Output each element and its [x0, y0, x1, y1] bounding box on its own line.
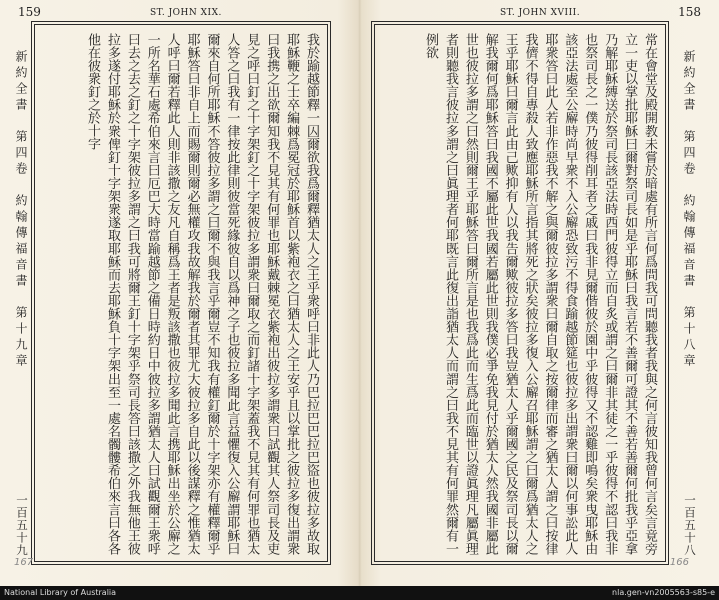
running-header: ST. JOHN XVIII.	[500, 8, 581, 18]
side-title: 新約全書 第四卷 約翰傳福音書 第十八章	[682, 50, 696, 370]
pencil-mark: 166	[669, 557, 689, 568]
running-header: ST. JOHN XIX.	[150, 8, 222, 18]
side-title: 新約全書 第四卷 約翰傳福音書 第十九章	[14, 50, 28, 370]
footer-library-name: National Library of Australia	[4, 588, 117, 597]
page-number: 159	[18, 5, 41, 19]
text-frame	[374, 24, 666, 562]
page-number: 158	[678, 5, 701, 19]
bottom-page-number: 一百五十八	[683, 493, 697, 556]
pencil-mark: 167	[14, 557, 34, 568]
left-page	[0, 0, 358, 586]
library-footer	[0, 586, 719, 600]
body-text: 常在會堂及殿開教未嘗於暗處有所言何爲問我可問聽我者我與之何言彼知我曾何言矣言竟旁立一吏以掌批耶穌曰爾對祭司長如是乎耶穌曰我言若不善爾可證其不善若善爾何批我乎亞拿乃解耶穌縛送於祭司長該亞法時西門彼得立而自炙或謂之曰爾非其徒之一乎彼得不認曰我非也祭司長之一僕乃彼得削耳者之戚曰我非見爾偕彼於園中乎彼得又不認雞即鳴矣衆曳耶穌由該亞法處至公廨時尚早衆不入公廨恐致污不得食踰越節筵也彼拉多出謂衆曰爾以何事訟此人耶衆答曰此人若非作惡我不解之與爾彼拉多謂衆曰爾自取之按爾律而審之猶太人謂之曰按律我儕不得自專殺人致應耶穌所言指其將死之狀矣彼拉多復入公廨召耶穌謂之曰爾爲猶太人之王乎耶穌曰爾言此由己歟抑有人以我告爾歟彼拉多答曰我豈猶太人乎爾國之民及祭司長以爾解我爾何爲耶穌答曰我國不屬此世我國若屬此世則我僕必爭免我見付於猶太人然我國非屬此世也彼拉多謂之曰然則爾王乎耶穌答曰爾所言是也我爲此而生爲此而臨世以證眞理凡屬眞理者則聽我言彼拉多謂之曰眞理者何耶既言此復出詣猶太人而謂之曰我不見其有何罪然爾有一例欲	[423, 33, 657, 555]
text-frame	[34, 24, 328, 562]
body-text: 我於踰越節釋一囚爾欲我爲爾釋猶太人之王乎衆呼曰非此人乃巴拉巴巴拉巴盜也彼拉多故取耶穌鞭之士卒編棘爲冕冠於耶穌首以紫袍衣之曰猶太人之王安乎且以掌批之彼拉多復出謂衆曰我携之出欲爾知我不見其有何罪也耶穌戴棘冕衣紫袍出彼拉多謂衆曰試觀其人祭司長及吏見之呼曰釘之十字架釘之十字架彼拉多謂衆曰爾取之而釘諸十字架蓋我不見其有何罪也猶太人答之曰我有一律按此律則彼當死緣彼自以爲神之子也彼拉多聞此言益懼復入公廨謂耶穌曰爾來自何所耶穌不答彼拉多謂之曰爾不與我言乎爾豈不知我有權釘爾於十字架亦有權釋爾乎耶穌答曰非自上而賜爾則爾必無權攻我故解我於爾者其罪尤大彼拉多自此以後謀釋之惟猶太人呼曰爾若釋此人則非該撒之友凡自稱爲王者是叛該撒也彼拉多聞此言携耶穌出坐於公廨之一所名華石處希伯來言曰厄巴大時當踰越節之備日時約日中彼拉多謂猶太人曰試觀爾王衆呼曰去之去之釘之十字架彼拉多謂之曰我可將爾王釘十字架乎祭司長答曰該撒之外我無他王彼拉多遂付耶穌於衆俾釘十字架衆遂取耶穌而去耶穌負十字架出至一處名髑髏希伯來言曰各各他在彼衆釘之於十字	[85, 33, 319, 555]
bottom-page-number: 一百五十九	[15, 493, 29, 556]
footer-record-id: nla.gen-vn2005563-s85-e	[612, 588, 715, 597]
right-page	[360, 0, 719, 586]
